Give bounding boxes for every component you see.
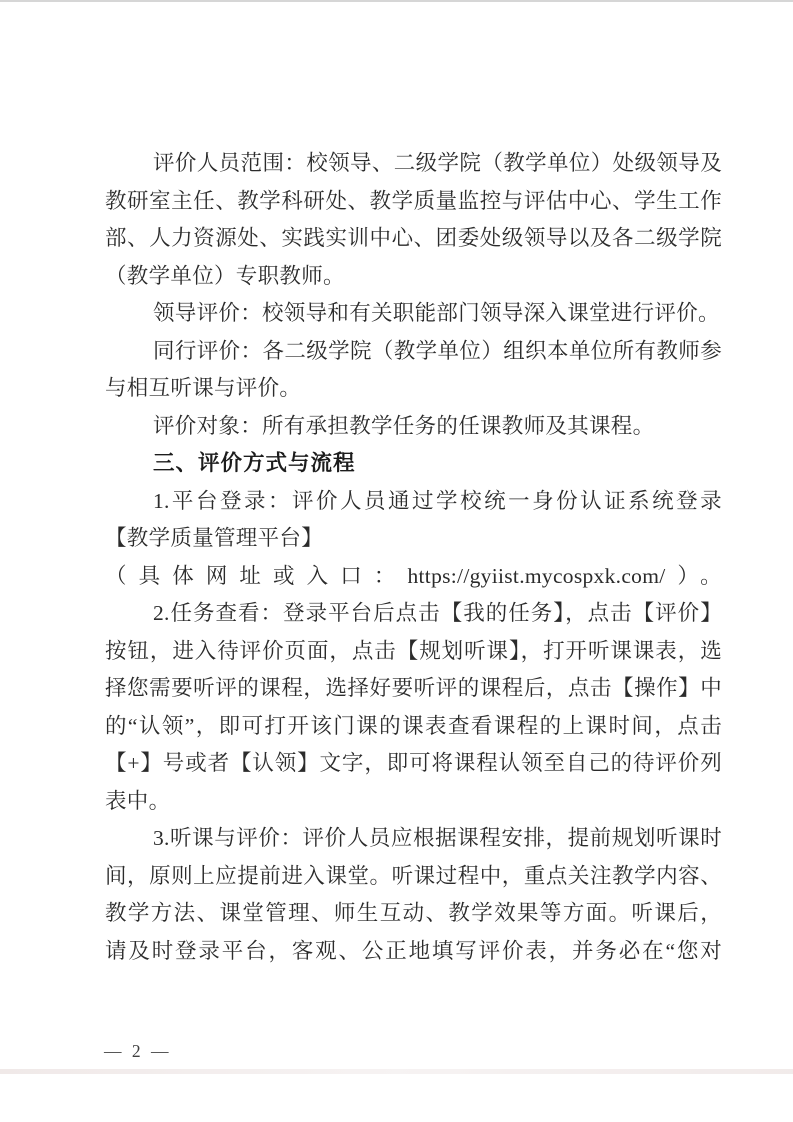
text-line: 请及时登录平台，客观、公正地填写评价表，并务必在“您对: [105, 938, 722, 963]
text-line: 部、人力资源处、实践实训中心、团委处级领导以及各二级学院: [105, 226, 722, 250]
text-line: 的“认领”，即可打开该门课的课表查看课程的上课时间，点击: [105, 713, 722, 738]
text-line: 2.任务查看：登录平台后点击【我的任务】，点击【评价】: [153, 601, 722, 625]
page-number: — 2 —: [104, 1041, 172, 1061]
text-line: 教学方法、课堂管理、师生互动、教学效果等方面。听课后，: [105, 901, 722, 925]
scan-top-edge-line: [0, 0, 793, 2]
text-line: 表中。: [105, 788, 171, 813]
text-line: 评价对象：所有承担教学任务的任课教师及其课程。: [153, 413, 655, 438]
text-line: 同行评价：各二级学院（教学单位）组织本单位所有教师参: [153, 338, 722, 363]
text-line: 间，原则上应提前进入课堂。听课过程中，重点关注教学内容、: [105, 863, 722, 888]
text-line: 【教学质量管理平台】: [105, 526, 324, 550]
text-line: 3.听课与评价：评价人员应根据课程安排，提前规划听课时: [153, 826, 722, 850]
text-line: 【+】号或者【认领】文字，即可将课程认领至自己的待评价列: [105, 751, 722, 775]
scan-bottom-edge-band: [0, 1069, 793, 1074]
text-line: （教学单位）专职教师。: [105, 263, 345, 288]
text-line: 按钮，进入待评价页面，点击【规划听课】，打开听课课表，选: [105, 638, 722, 663]
document-body: [105, 145, 722, 970]
text-line: 择您需要听评的课程，选择好要听评的课程后，点击【操作】中: [105, 676, 722, 700]
text-line: 评价人员范围：校领导、二级学院（教学单位）处级领导及: [153, 151, 722, 175]
text-line: 1.平台登录：评价人员通过学校统一身份认证系统登录: [153, 488, 722, 513]
text-line: 与相互听课与评价。: [105, 376, 302, 400]
text-line: 领导评价：校领导和有关职能部门领导深入课堂进行评价。: [153, 301, 720, 325]
text-line: （具体网址或入口：https://gyiist.mycospxk.com/）。: [105, 563, 722, 588]
text-line: 教研室主任、教学科研处、教学质量监控与评估中心、学生工作: [105, 188, 722, 213]
section-heading: 三、评价方式与流程: [153, 451, 356, 475]
